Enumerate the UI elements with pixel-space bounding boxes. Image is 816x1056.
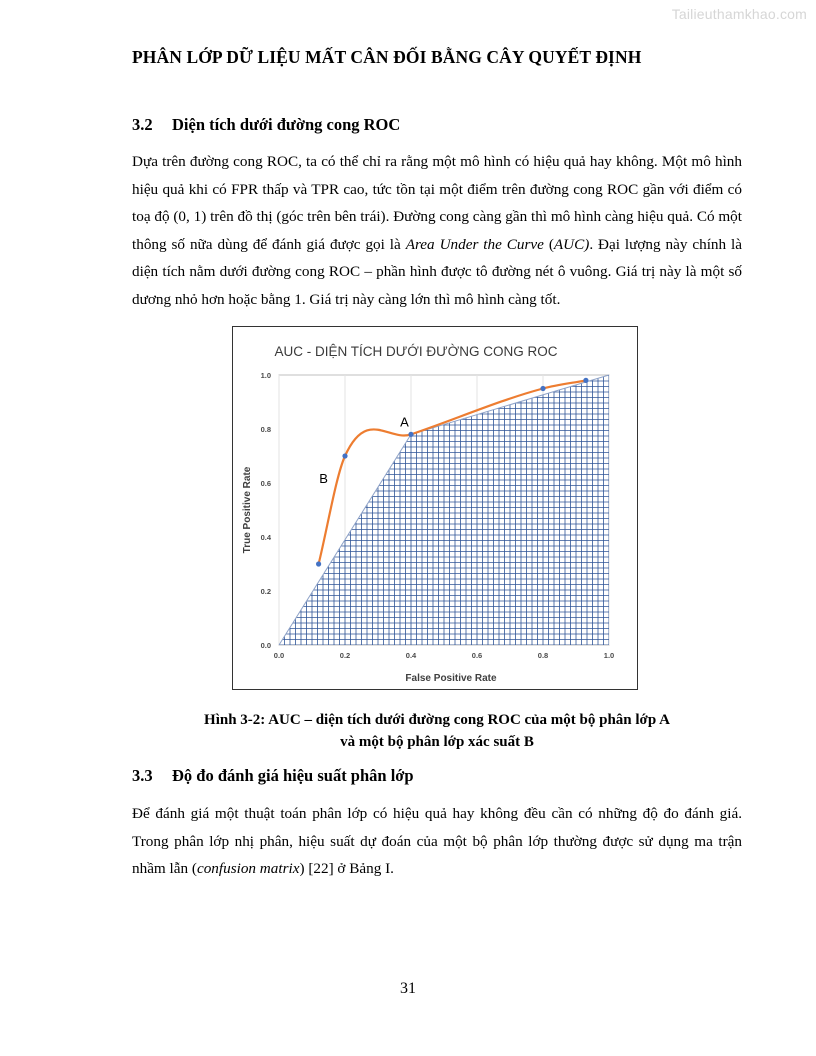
- roc-point: [540, 386, 545, 391]
- paragraph-text: Dựa trên đường cong ROC, ta có thể chỉ ra rằng một mô hình có hiệu quả hay không. Một mô hình hiệu quả khi có FPR thấp và TPR cao, tức tồn tại một điểm trên đường cong ROC gần với điểm có toạ độ (0, 1) trên đồ thị (góc trên bên trái). Đường cong càng gần thì mô hình càng hiệu quả. Có một thông số nữa dùng để đánh giá được gọi là: [132, 153, 742, 253]
- y-tick-label: 0.6: [260, 479, 271, 488]
- y-tick-label: 0.2: [260, 587, 271, 596]
- x-axis-label: False Positive Rate: [405, 673, 497, 684]
- roc-points: [316, 378, 589, 567]
- roc-point: [408, 432, 413, 437]
- chart-title: AUC - DIỆN TÍCH DƯỚI ĐƯỜNG CONG ROC: [274, 344, 558, 359]
- auc-grid-fill: [279, 375, 609, 645]
- roc-point: [583, 378, 588, 383]
- y-tick-label: 0.8: [260, 425, 271, 434]
- caption-line-2: và một bộ phân lớp xác suất B: [340, 734, 534, 750]
- paragraph-text: Để đánh giá một thuật toán phân lớp có hiệu quả hay không đều cần có những độ đo đánh giá. Trong phân lớp nhị phân, hiệu suất dự đoán của một bộ phân lớp thường được sử dụng ma trận nhầm lẫn (: [132, 805, 742, 877]
- x-tick-label: 0.0: [273, 651, 285, 660]
- x-tick-label: 0.4: [405, 651, 417, 660]
- page-number: 31: [400, 980, 416, 997]
- x-axis-ticks: [274, 651, 614, 660]
- paragraph-text: ) [22] ở Bảng I.: [299, 860, 394, 877]
- paragraph-auc: [132, 148, 742, 313]
- section-heading-3-3: [132, 766, 414, 786]
- italic-term: Area Under the Curve: [405, 235, 544, 253]
- italic-term: AUC): [553, 235, 590, 253]
- paragraph-text: . Đại lượng này chính là diện tích nằm dưới đường cong ROC – phần hình được tô đường nét ô vuông. Giá trị này là một số dương nhỏ hơn hoặc bằng 1. Giá trị này càng lớn thì mô hình càng tốt.: [132, 235, 742, 308]
- figure-caption: [132, 709, 742, 753]
- point-label-b: B: [319, 471, 328, 486]
- y-tick-label: 0.0: [260, 641, 271, 650]
- paragraph-metrics: [132, 800, 742, 883]
- roc-chart: [233, 327, 639, 691]
- section-heading-3-2: [132, 115, 400, 135]
- document-title: PHÂN LỚP DỮ LIỆU MẤT CÂN ĐỐI BẰNG CÂY QUYẾT ĐỊNH: [132, 47, 642, 67]
- section-title: Độ đo đánh giá hiệu suất phân lớp: [172, 766, 414, 785]
- roc-point: [342, 453, 347, 458]
- section-number: 3.2: [132, 115, 153, 134]
- roc-point: [316, 561, 321, 566]
- section-number: 3.3: [132, 766, 153, 785]
- roc-curve-b: [319, 380, 586, 564]
- section-title: Diện tích dưới đường cong ROC: [172, 115, 401, 134]
- x-tick-label: 1.0: [603, 651, 615, 660]
- y-tick-label: 1.0: [260, 371, 271, 380]
- x-tick-label: 0.6: [471, 651, 483, 660]
- x-tick-label: 0.2: [339, 651, 351, 660]
- paragraph-text: (: [543, 235, 554, 253]
- caption-line-1: Hình 3-2: AUC – diện tích dưới đường cong ROC của một bộ phân lớp A: [204, 712, 670, 728]
- x-tick-label: 0.8: [537, 651, 549, 660]
- y-axis-ticks: [261, 371, 272, 650]
- italic-term: confusion matrix: [196, 860, 300, 877]
- point-label-a: A: [400, 414, 409, 430]
- y-axis-label: True Positive Rate: [242, 466, 253, 554]
- y-tick-label: 0.4: [260, 533, 271, 542]
- watermark: Tailieuthamkhao.com: [671, 6, 807, 22]
- figure-auc-chart: [232, 326, 638, 690]
